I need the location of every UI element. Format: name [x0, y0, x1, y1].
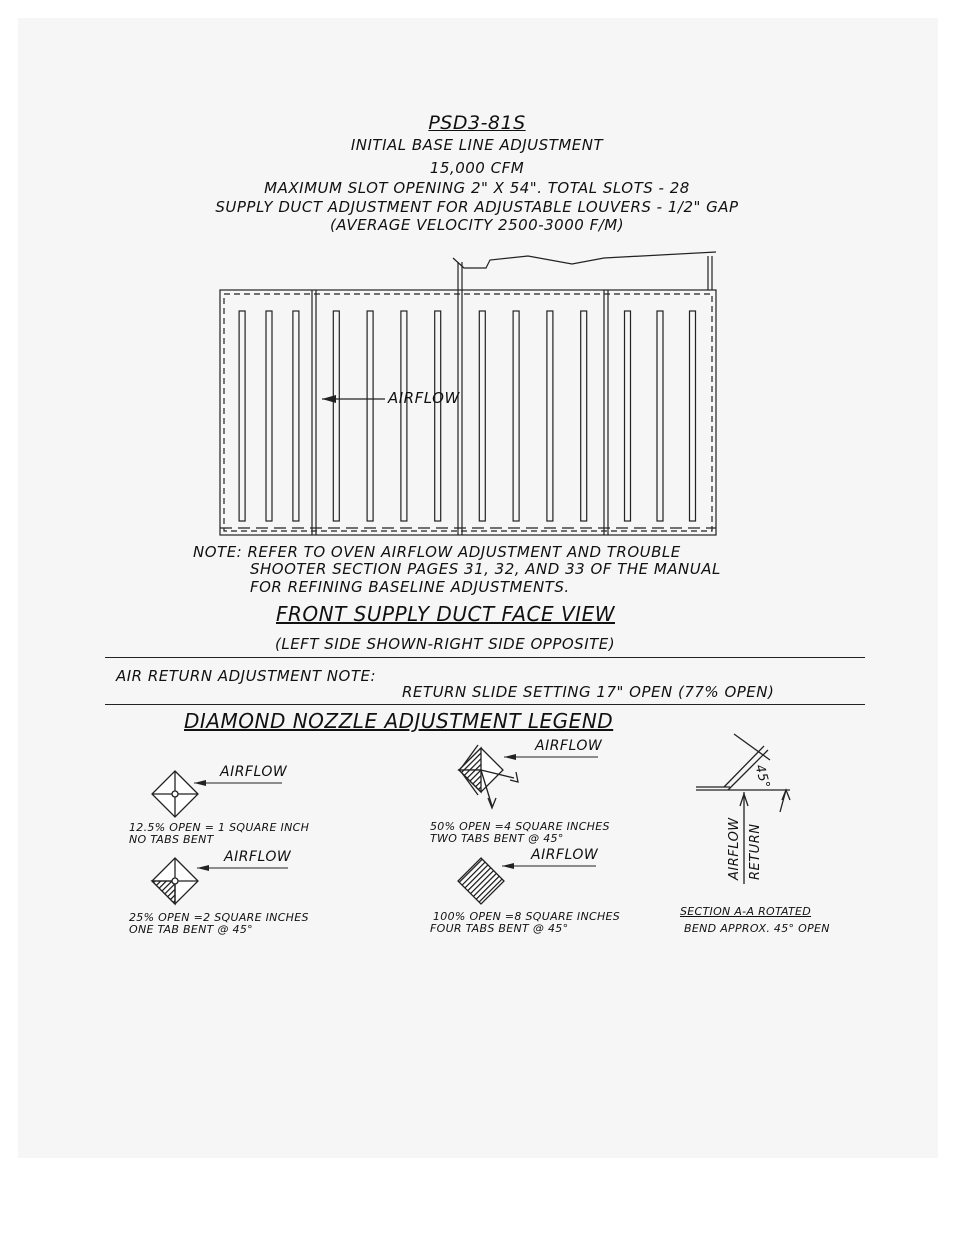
- legend-airflow-4: AIRFLOW: [531, 847, 599, 863]
- legend-item-2-line-1: 50% OPEN =4 SQUARE INCHES: [430, 820, 610, 833]
- legend-item-3-line-2: ONE TAB BENT @ 45°: [129, 923, 253, 936]
- header-line-3: MAXIMUM SLOT OPENING 2" X 54". TOTAL SLOTS - 28: [264, 179, 690, 197]
- section-return-label: RETURN: [748, 823, 763, 880]
- header-line-1: INITIAL BASE LINE ADJUSTMENT: [350, 136, 604, 154]
- legend-airflow-1: AIRFLOW: [220, 764, 288, 780]
- header-line-4: SUPPLY DUCT ADJUSTMENT FOR ADJUSTABLE LOUVERS - 1/2" GAP: [215, 198, 739, 216]
- diamond-nozzle-25-icon: [152, 858, 198, 904]
- diamond-nozzle-50-icon: [459, 745, 518, 808]
- legend-item-4-line-1: 100% OPEN =8 SQUARE INCHES: [433, 910, 621, 923]
- note-line-3: FOR REFINING BASELINE ADJUSTMENTS.: [250, 578, 570, 596]
- legend-item-2-line-2: TWO TABS BENT @ 45°: [430, 832, 564, 845]
- header-line-2: 15,000 CFM: [429, 159, 525, 177]
- diamond-nozzle-100-icon: [458, 858, 504, 904]
- section-angle-label: 45°: [751, 763, 773, 791]
- legend-airflow-3: AIRFLOW: [224, 849, 292, 865]
- header-line-5: (AVERAGE VELOCITY 2500-3000 F/M): [329, 216, 625, 234]
- diamond-nozzle-12-5-icon: [152, 771, 198, 817]
- legend-airflow-2: AIRFLOW: [535, 738, 603, 754]
- legend-title: DIAMOND NOZZLE ADJUSTMENT LEGEND: [184, 709, 614, 733]
- section-caption: BEND APPROX. 45° OPEN: [684, 922, 830, 935]
- note-line-1: NOTE: REFER TO OVEN AIRFLOW ADJUSTMENT AND TROUBLE: [193, 543, 681, 561]
- section-title: SECTION A-A ROTATED: [680, 905, 812, 918]
- view-title: FRONT SUPPLY DUCT FACE VIEW: [276, 602, 615, 626]
- air-return-label: AIR RETURN ADJUSTMENT NOTE:: [116, 667, 377, 685]
- section-a-a-icon: [696, 734, 790, 884]
- legend-item-4-line-2: FOUR TABS BENT @ 45°: [430, 922, 569, 935]
- legend-item-3-line-1: 25% OPEN =2 SQUARE INCHES: [129, 911, 309, 924]
- note-line-2: SHOOTER SECTION PAGES 31, 32, AND 33 OF THE MANUAL: [250, 560, 721, 578]
- legend-item-1-line-2: NO TABS BENT: [129, 833, 214, 846]
- section-airflow-label: AIRFLOW: [727, 817, 742, 880]
- air-return-setting: RETURN SLIDE SETTING 17" OPEN (77% OPEN): [402, 683, 775, 701]
- duct-airflow-label: AIRFLOW: [388, 389, 460, 407]
- view-subtitle: (LEFT SIDE SHOWN-RIGHT SIDE OPPOSITE): [275, 635, 616, 653]
- legend-item-1-line-1: 12.5% OPEN = 1 SQUARE INCH: [129, 821, 310, 834]
- model-title: PSD3-81S: [428, 112, 526, 134]
